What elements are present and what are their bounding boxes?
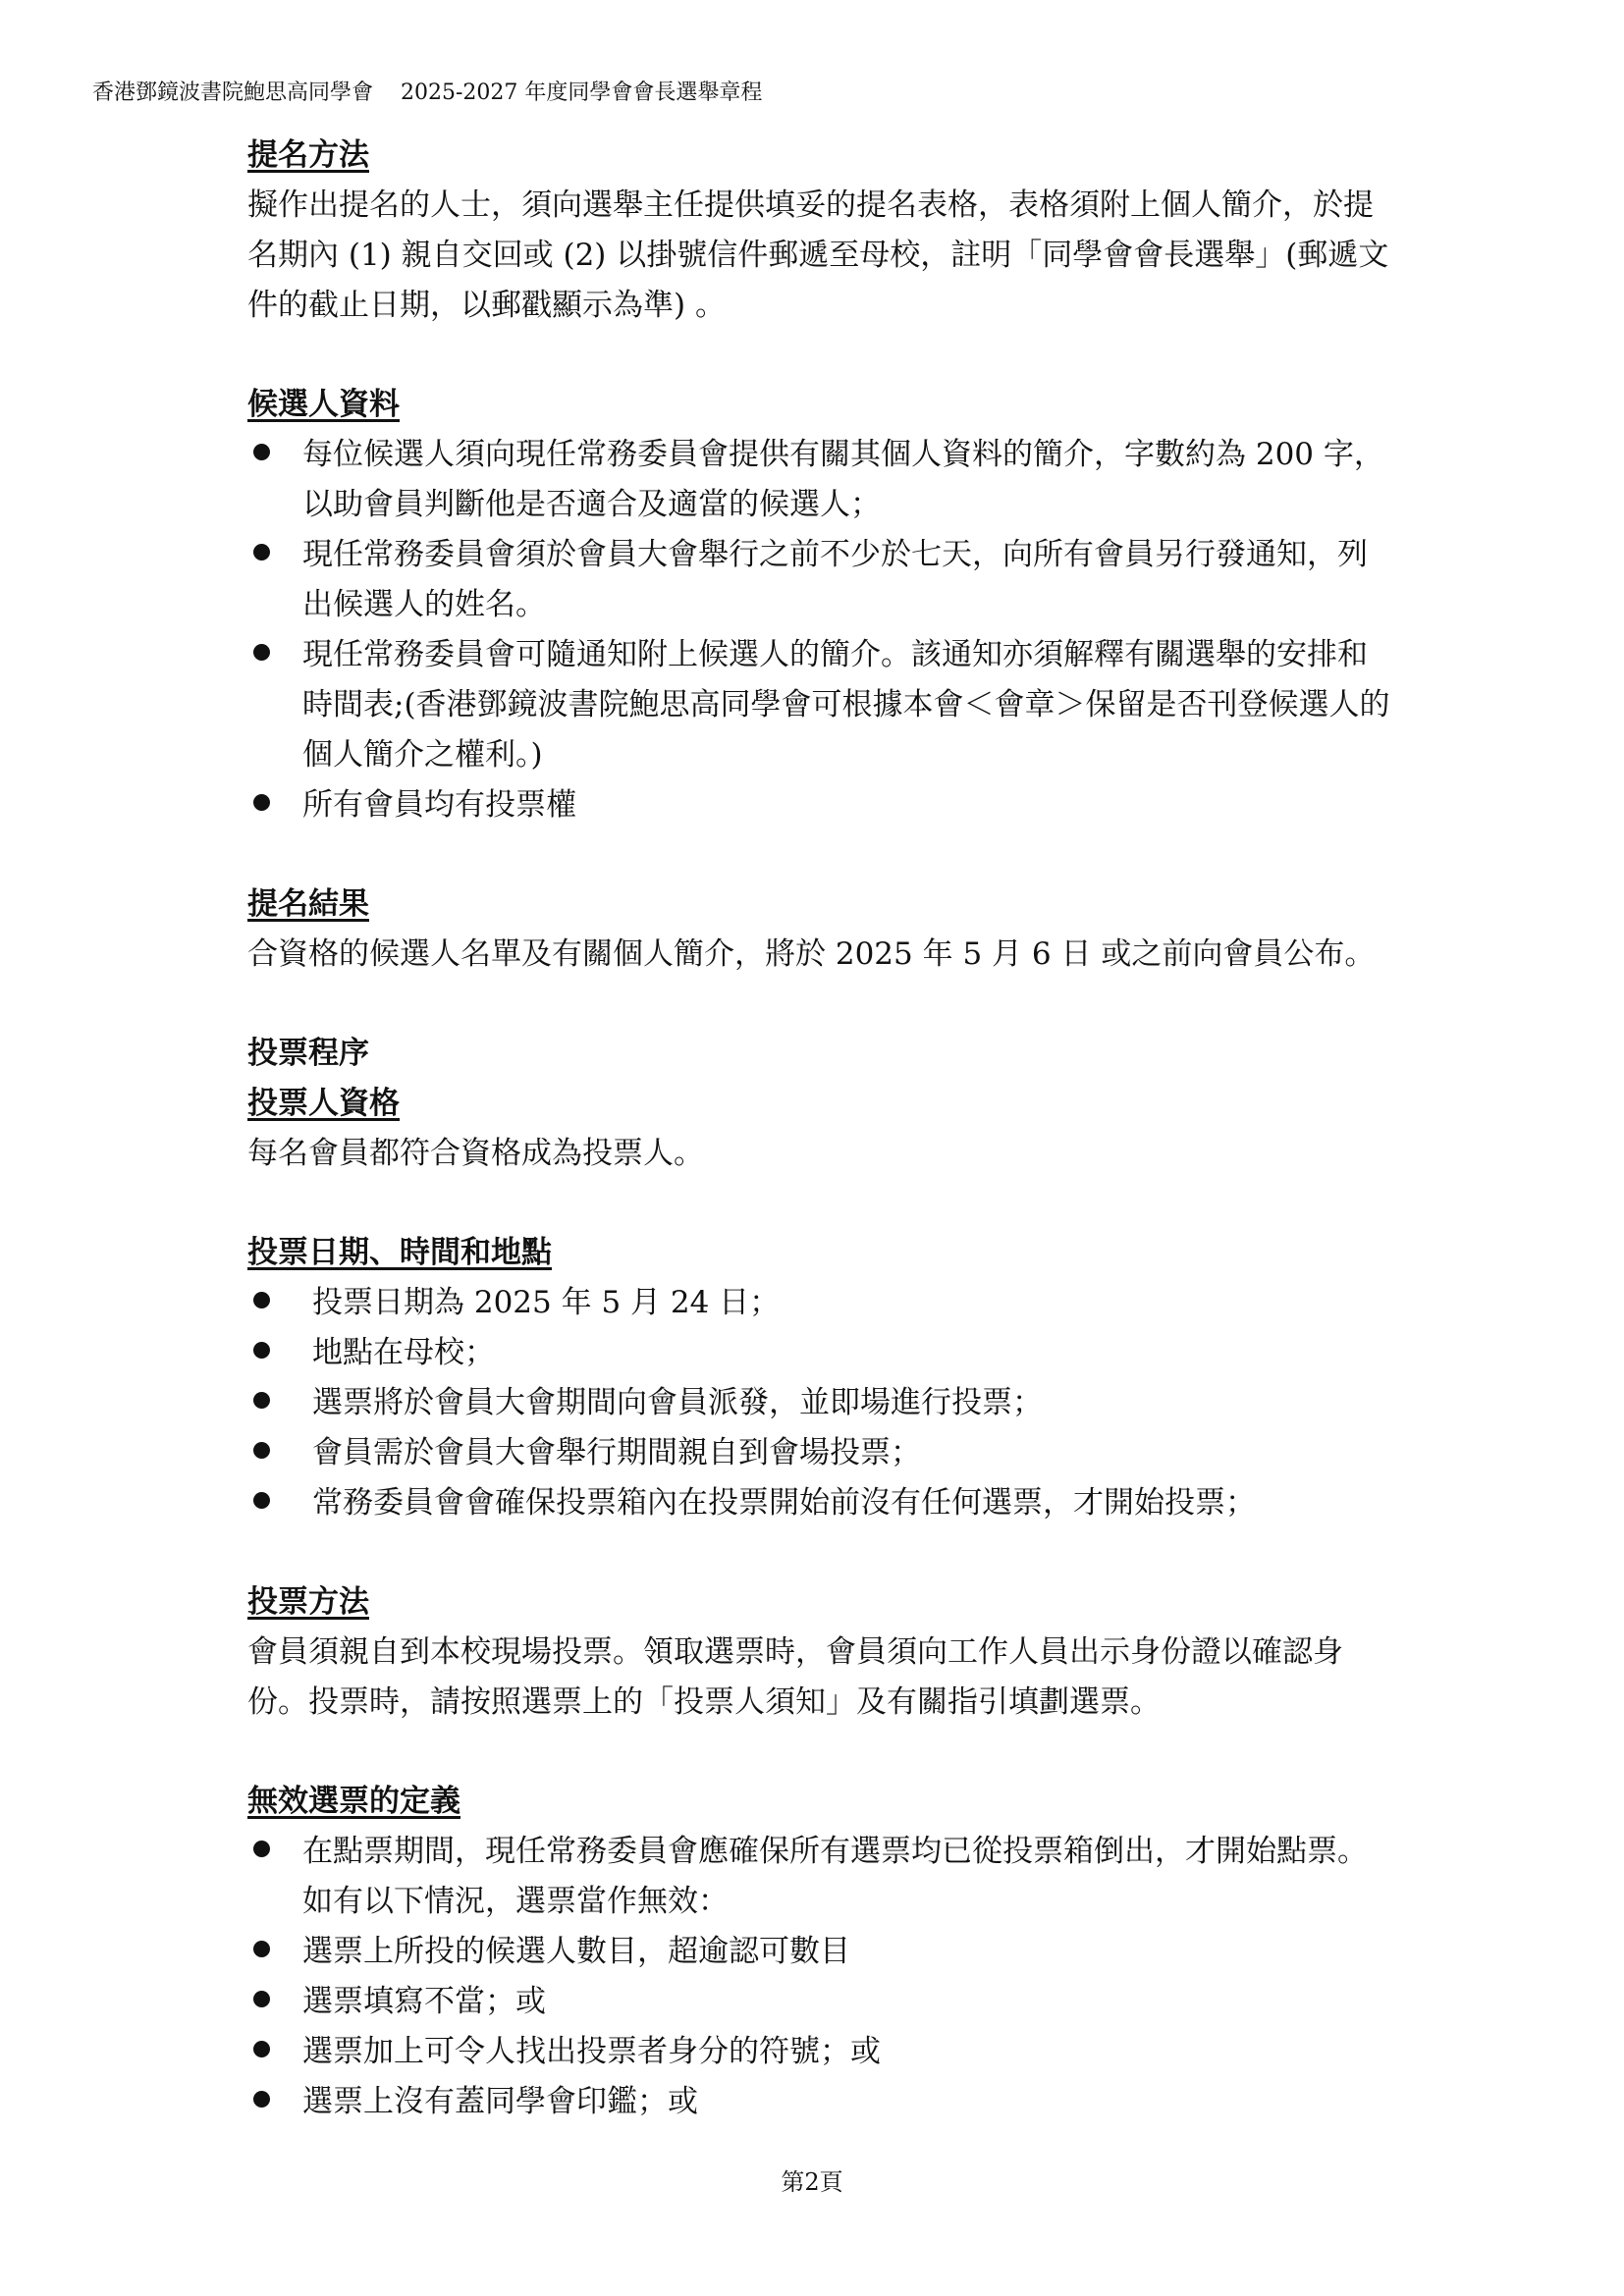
list-item	[247, 1977, 1396, 2027]
page-number: 第2頁	[781, 2168, 843, 2196]
list-item	[247, 2027, 1396, 2077]
list-item	[247, 430, 1396, 530]
list-item	[247, 1827, 1396, 1927]
list-item-text: 投票日期為 2025 年 5 月 24 日；	[312, 1285, 781, 1320]
header-organization: 香港鄧鏡波書院鮑思高同學會	[92, 80, 374, 105]
list-item-text: 會員需於會員大會舉行期間親自到會場投票；	[312, 1435, 921, 1470]
bullet-icon	[253, 544, 270, 561]
bullet-icon	[253, 444, 270, 460]
section-heading-nomination-result: 提名結果	[247, 886, 369, 922]
nomination-result-paragraph: 合資格的候選人名單及有關個人簡介，將於 2025 年 5 月 6 日 或之前向會員公布。	[247, 936, 1376, 972]
bullet-icon	[253, 2091, 270, 2108]
list-item-text: 選票加上可令人找出投票者身分的符號；或	[302, 2034, 881, 2069]
running-header	[92, 77, 762, 110]
list-item	[247, 780, 1396, 830]
section-heading-candidate-info: 候選人資料	[247, 387, 400, 422]
voting-method-paragraph: 會員須親自到本校現場投票。領取選票時，會員須向工作人員出示身份證以確認身份。投票時，請按照選票上的「投票人須知」及有關指引填劃選票。	[247, 1634, 1343, 1720]
voting-date-place-list	[247, 1278, 1396, 1528]
bullet-icon	[253, 2041, 270, 2057]
list-item-text: 地點在母校；	[312, 1335, 495, 1370]
list-item-text: 所有會員均有投票權	[302, 787, 576, 823]
section-heading-voting-date-place: 投票日期、時間和地點	[247, 1235, 552, 1270]
invalid-ballot-list	[247, 1827, 1396, 2127]
section-heading-voter-eligibility: 投票人資格	[247, 1086, 400, 1121]
section-heading-nomination-method: 提名方法	[247, 137, 369, 173]
section-heading-voting-method: 投票方法	[247, 1584, 369, 1620]
bullet-icon	[253, 644, 270, 661]
list-item	[247, 1328, 1396, 1378]
bullet-icon	[253, 1991, 270, 2007]
document-body	[247, 131, 1396, 2127]
list-item-text: 選票將於會員大會期間向會員派發，並即場進行投票；	[312, 1385, 1043, 1420]
list-item	[247, 1478, 1396, 1528]
section-heading-invalid-ballot: 無效選票的定義	[247, 1784, 460, 1819]
list-item	[247, 530, 1396, 630]
list-item-text: 在點票期間，現任常務委員會應確保所有選票均已從投票箱倒出，才開始點票。如有以下情況，選票當作無效：	[302, 1834, 1368, 1919]
list-item	[247, 1428, 1396, 1478]
header-document-title: 2025-2027 年度同學會會長選舉章程	[401, 80, 763, 105]
bullet-icon	[253, 1292, 270, 1308]
bullet-icon	[253, 1941, 270, 1957]
bullet-icon	[253, 1392, 270, 1409]
list-item-text: 現任常務委員會須於會員大會舉行之前不少於七天，向所有會員另行發通知，列出候選人的姓名。	[302, 537, 1368, 622]
list-item-text: 常務委員會會確保投票箱內在投票開始前沒有任何選票，才開始投票；	[312, 1485, 1256, 1521]
list-item	[247, 630, 1396, 780]
list-item	[247, 2077, 1396, 2127]
list-item-text: 選票上沒有蓋同學會印鑑；或	[302, 2084, 698, 2119]
list-item	[247, 1278, 1396, 1328]
candidate-info-list	[247, 430, 1396, 830]
bullet-icon	[253, 1841, 270, 1857]
list-item-text: 選票填寫不當；或	[302, 1984, 546, 2019]
list-item	[247, 1378, 1396, 1428]
list-item-text: 每位候選人須向現任常務委員會提供有關其個人資料的簡介，字數約為 200 字，以助會員判斷他是否適合及適當的候選人；	[302, 437, 1384, 522]
bullet-icon	[253, 1492, 270, 1509]
list-item-text: 選票上所投的候選人數目，超逾認可數目	[302, 1934, 850, 1969]
list-item	[247, 1927, 1396, 1977]
voter-eligibility-paragraph: 每名會員都符合資格成為投票人。	[247, 1136, 704, 1171]
section-title-voting-procedure: 投票程序	[247, 1036, 369, 1071]
bullet-icon	[253, 1442, 270, 1459]
nomination-method-paragraph: 擬作出提名的人士，須向選舉主任提供填妥的提名表格，表格須附上個人簡介，於提名期內 (1) 親自交回或 (2) 以掛號信件郵遞至母校，註明「同學會會長選舉」(郵遞文件的截止日期，以郵戳顯示為準) 。	[247, 187, 1389, 323]
bullet-icon	[253, 794, 270, 811]
bullet-icon	[253, 1342, 270, 1359]
list-item-text: 現任常務委員會可隨通知附上候選人的簡介。該通知亦須解釋有關選舉的安排和時間表;(香港鄧鏡波書院鮑思高同學會可根據本會＜會章＞保留是否刊登候選人的個人簡介之權利。)	[302, 637, 1390, 773]
